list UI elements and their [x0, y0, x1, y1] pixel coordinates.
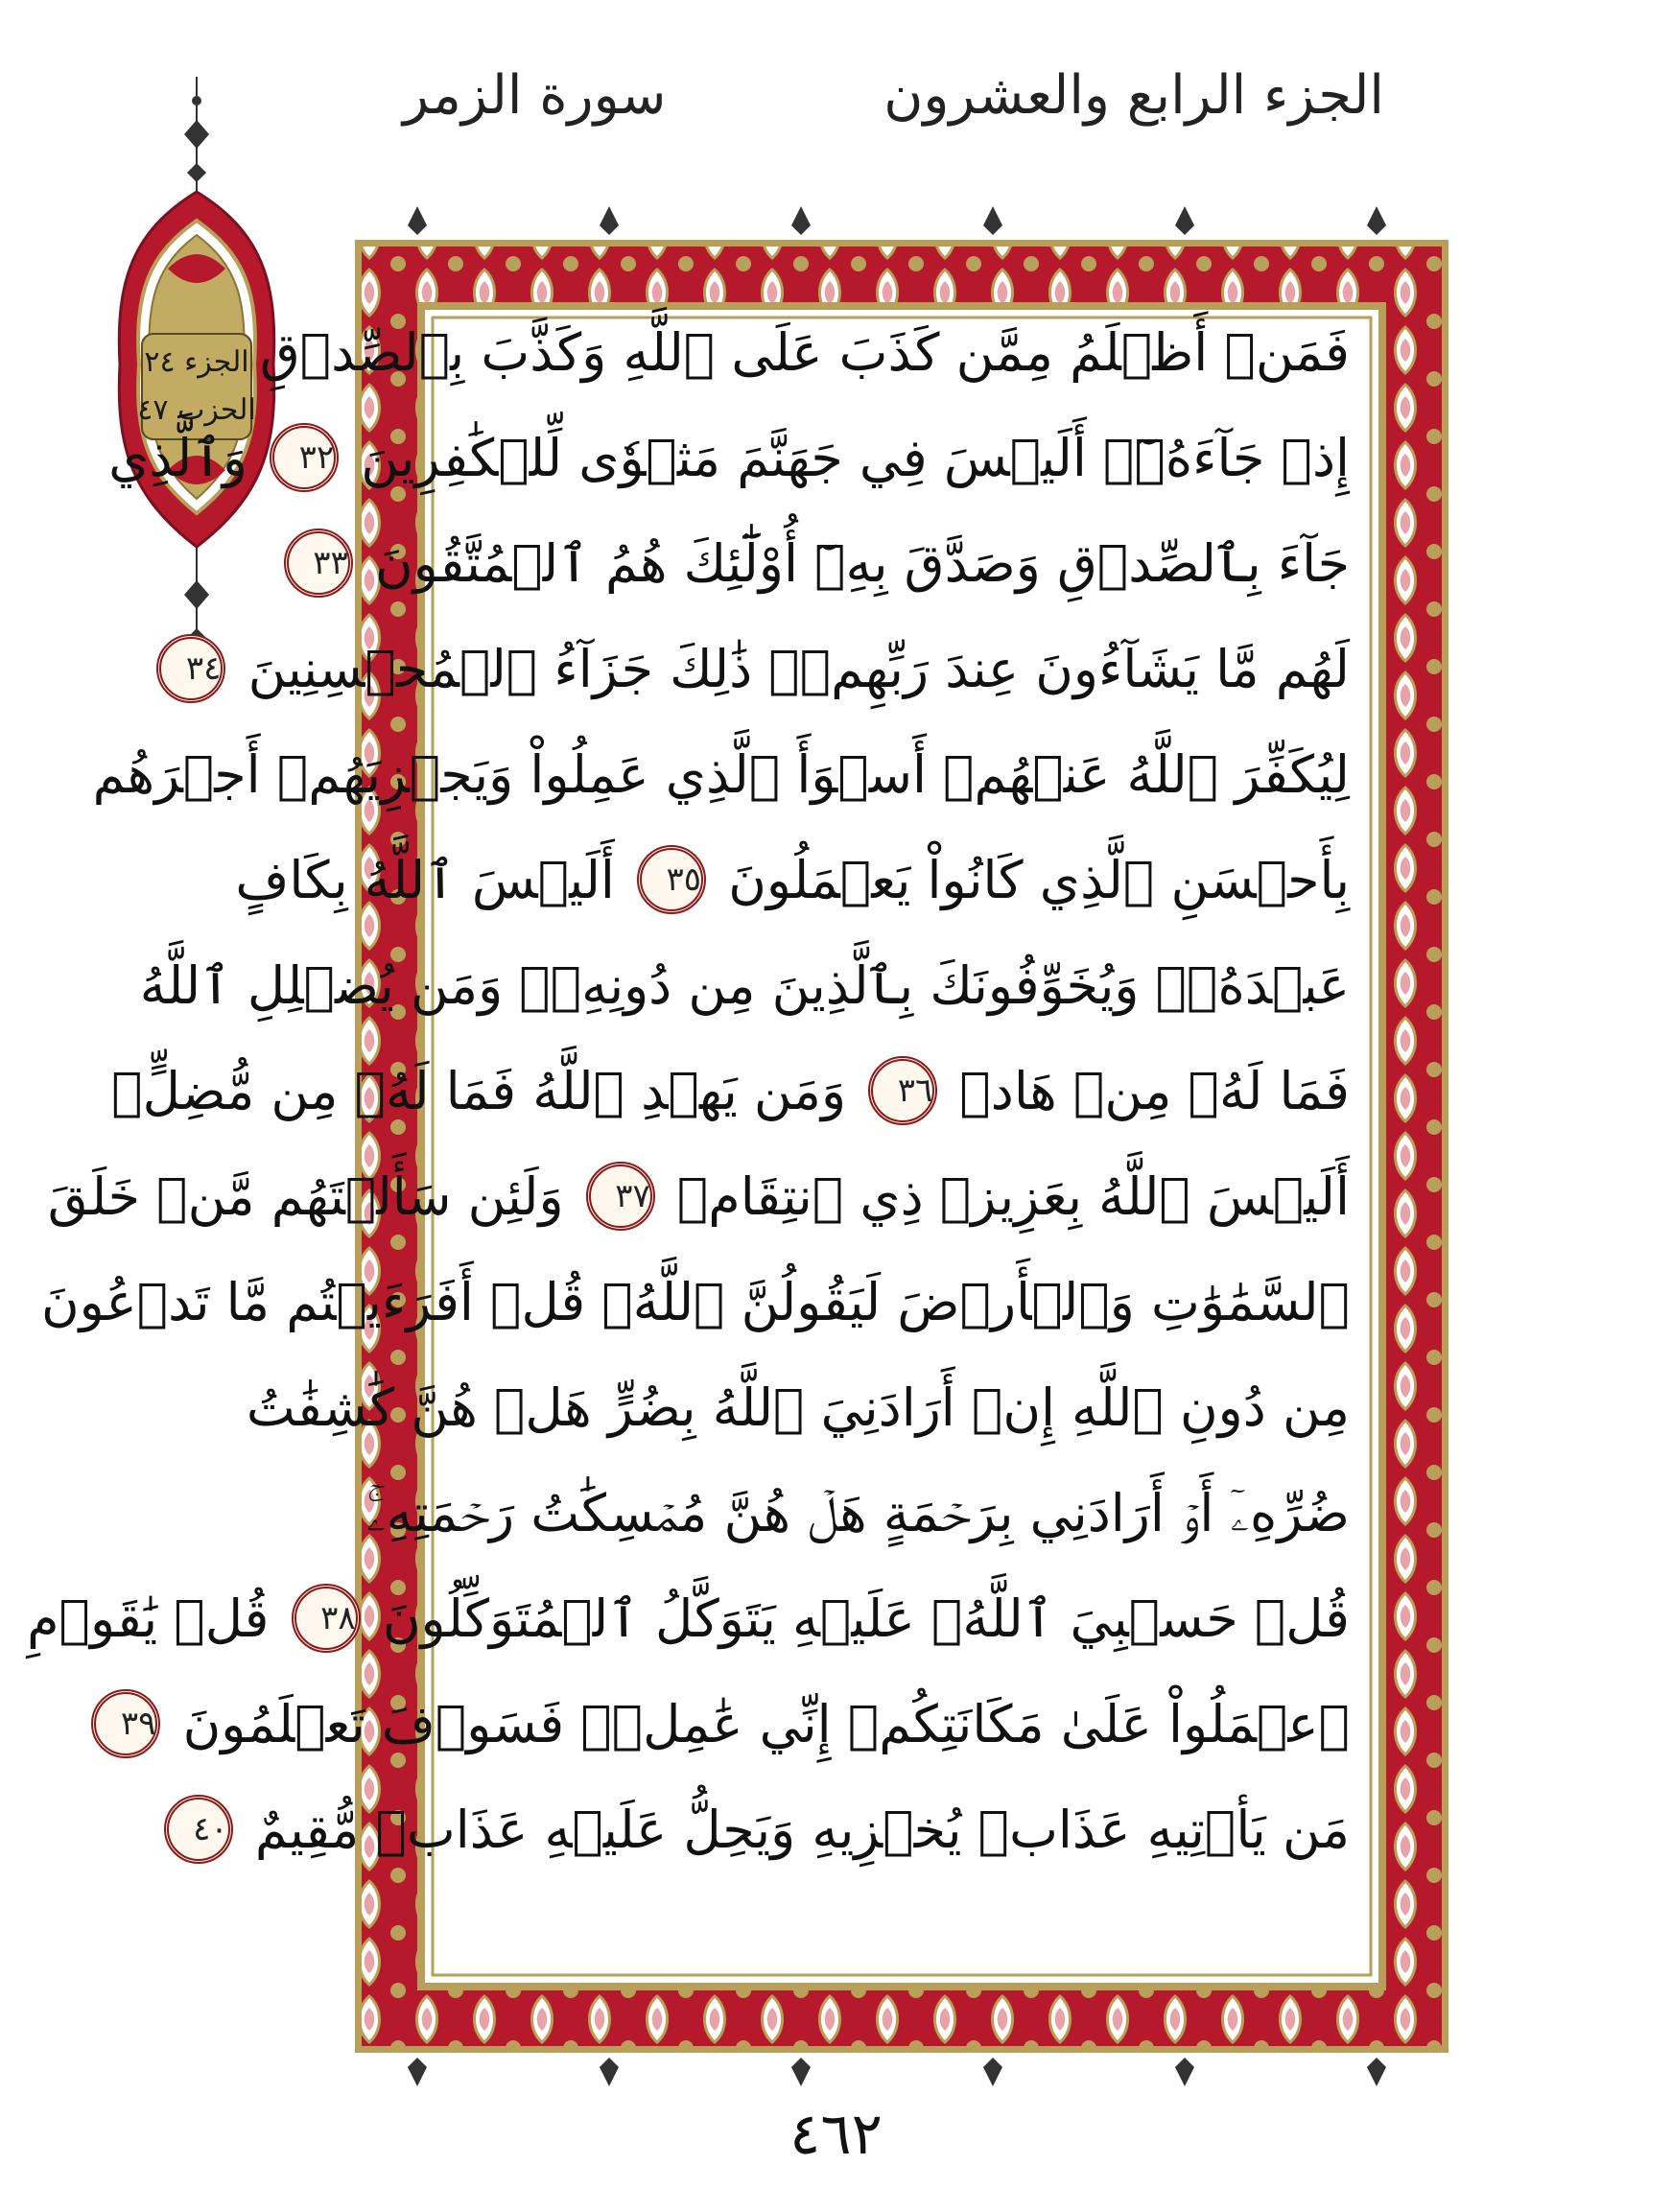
verse-text: فَمَنۡ أَظۡلَمُ مِمَّن كَذَبَ عَلَى ٱللَّهِ وَكَذَّبَ بِٱلصِّدۡقِ [259, 322, 1350, 383]
verse-text-continuation: أَلَيۡسَ ٱللَّهُ بِكَافٍ [235, 850, 615, 910]
verse-line [111, 1041, 1350, 1142]
verse-text-continuation: وَمَن يَهۡدِ ٱللَّهُ فَمَا لَهُۥ مِن مُّضِلٍّۗ [111, 1061, 847, 1121]
verse-line [235, 830, 1350, 931]
verse-line [120, 1674, 1350, 1776]
verse-text: لِيُكَفِّرَ ٱللَّهُ عَنۡهُمۡ أَسۡوَأَ ٱلَّذِي عَمِلُواْ وَيَجۡزِيَهُمۡ أَجۡرَهُم [92, 744, 1350, 805]
ayah-marker: ٣٥ [637, 845, 706, 914]
verse-text: لَهُم مَّا يَشَآءُونَ عِندَ رَبِّهِمۡۚ ذَٰلِكَ جَزَآءُ ٱلۡمُحۡسِنِينَ [247, 639, 1350, 699]
verse-line [185, 619, 1350, 720]
verse-text: أَلَيۡسَ ٱللَّهُ بِعَزِيزٖ ذِي ٱنتِقَامٖ [676, 1166, 1350, 1227]
verse-line [366, 1463, 1350, 1565]
verse-line [47, 1146, 1350, 1248]
verse-text: ضُرِّهِۦٓ أَوۡ أَرَادَنِي بِرَحۡمَةٍ هَلۡ هُنَّ مُمۡسِكَٰتُ رَحۡمَتِهِۦۚ [366, 1483, 1350, 1543]
ayah-marker: ٣٧ [586, 1162, 655, 1231]
verse-line [259, 302, 1350, 404]
verse-text: مَن يَأۡتِيهِ عَذَابٞ يُخۡزِيهِ وَيَحِلُّ عَلَيۡهِ عَذَابٞ مُّقِيمٌ [254, 1800, 1350, 1860]
verse-text: قُلۡ حَسۡبِيَ ٱللَّهُۖ عَلَيۡهِ يَتَوَكَّلُ ٱلۡمُتَوَكِّلُونَ [382, 1588, 1350, 1649]
verse-text: ٱلسَّمَٰوَٰتِ وَٱلۡأَرۡضَ لَيَقُولُنَّ ٱللَّهُۚ قُلۡ أَفَرَءَيۡتُم مَّا تَدۡعُونَ [40, 1272, 1350, 1332]
verse-text-continuation: قُلۡ يَٰقَوۡمِ [27, 1588, 270, 1649]
verse-text: ٱعۡمَلُواْ عَلَىٰ مَكَانَتِكُمۡ إِنِّي عَٰمِلٞۖ فَسَوۡفَ تَعۡلَمُونَ [182, 1694, 1350, 1754]
verse-text-continuation: وَلَئِن سَأَلۡتَهُم مَّنۡ خَلَقَ [47, 1166, 564, 1227]
verse-line [27, 1568, 1350, 1670]
ayah-marker: ٤٠ [164, 1795, 233, 1864]
surah-title: سورة الزمر [403, 64, 667, 127]
juz-title: الجزء الرابع والعشرون [883, 64, 1384, 127]
ayah-marker: ٣٤ [156, 634, 225, 703]
verse-text: إِذۡ جَآءَهُۥٓۚ أَلَيۡسَ فِي جَهَنَّمَ مَثۡوٗى لِّلۡكَٰفِرِينَ [361, 428, 1350, 488]
verse-text: فَمَا لَهُۥ مِنۡ هَادٖ [959, 1061, 1350, 1121]
verse-text: مِن دُونِ ٱللَّهِ إِنۡ أَرَادَنِيَ ٱللَّهُ بِضُرٍّ هَلۡ هُنَّ كَٰشِفَٰتُ [246, 1377, 1350, 1438]
ayah-marker: ٣٩ [91, 1689, 160, 1758]
verse-text: بِأَحۡسَنِ ٱلَّذِي كَانُواْ يَعۡمَلُونَ [728, 850, 1350, 910]
ayah-marker: ٣٢ [270, 423, 339, 492]
marker-hizb-label: الحزب ٤٧ [137, 393, 256, 427]
ayah-marker: ٣٦ [868, 1056, 937, 1125]
verse-text: جَآءَ بِٱلصِّدۡقِ وَصَدَّقَ بِهِۦٓ أُوْلَٰٓئِكَ هُمُ ٱلۡمُتَّقُونَ [374, 533, 1350, 594]
verse-line [40, 1252, 1350, 1353]
verse-text-continuation: وَٱلَّذِي [108, 428, 247, 488]
verse-line [92, 724, 1350, 826]
verse-line [313, 513, 1350, 615]
verse-text: عَبۡدَهُۥۖ وَيُخَوِّفُونَكَ بِٱلَّذِينَ مِن دُونِهِۦۚ وَمَن يُضۡلِلِ ٱللَّهُ [139, 955, 1350, 1016]
page-number: ٤٦٢ [789, 2101, 883, 2168]
verse-line [246, 1357, 1350, 1459]
verse-line [139, 935, 1350, 1037]
marker-juz-label: الجزء ٢٤ [144, 345, 249, 379]
verse-line [193, 1779, 1350, 1881]
ayah-marker: ٣٣ [284, 529, 353, 598]
ayah-marker: ٣٨ [292, 1584, 361, 1653]
